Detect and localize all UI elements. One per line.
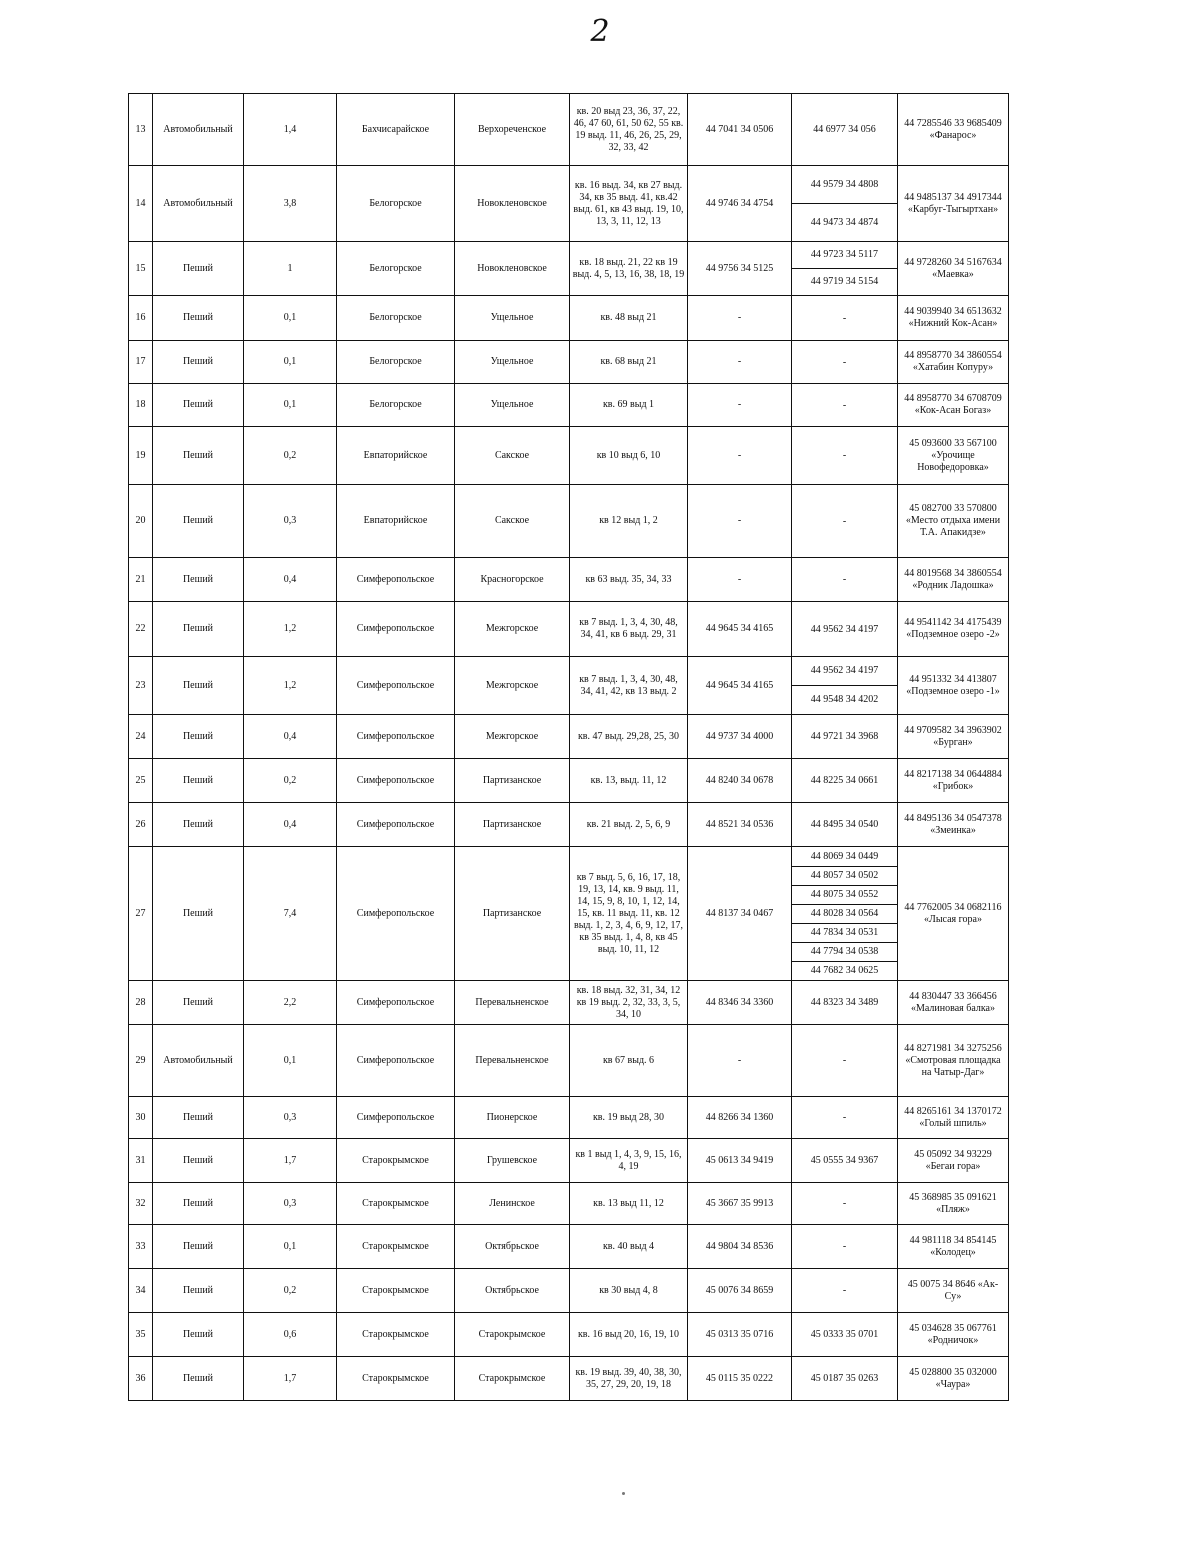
table-row — [129, 166, 1009, 242]
quarters-cell: кв. 18 выд. 21, 22 кв 19 выд. 4, 5, 13, 16, 38, 18, 19 — [570, 242, 688, 296]
table-row — [129, 1139, 1009, 1183]
quarters-cell: кв. 19 выд. 39, 40, 38, 30, 35, 27, 29, 20, 19, 18 — [570, 1357, 688, 1401]
row-number-cell: 15 — [129, 242, 153, 296]
row-number-cell: 24 — [129, 715, 153, 759]
table-row — [129, 558, 1009, 602]
route-type-cell: Пеший — [153, 341, 244, 384]
route-length-cell: 7,4 — [244, 847, 337, 981]
waypoint-coordinate: 44 8057 34 0502 — [792, 866, 897, 885]
route-length-cell: 0,3 — [244, 1183, 337, 1225]
district-cell: Партизанское — [455, 847, 570, 981]
quarters-cell: кв. 19 выд 28, 30 — [570, 1097, 688, 1139]
route-length-cell: 0,1 — [244, 341, 337, 384]
object-cell: 44 8495136 34 0547378 «Змеинка» — [898, 803, 1009, 847]
waypoint-coordinate: - — [842, 449, 847, 461]
table-row — [129, 657, 1009, 715]
row-number-cell: 31 — [129, 1139, 153, 1183]
row-number-cell: 14 — [129, 166, 153, 242]
row-number-cell: 28 — [129, 981, 153, 1025]
waypoint-coordinate: 44 9719 34 5154 — [792, 268, 897, 295]
route-type-cell: Пеший — [153, 981, 244, 1025]
waypoint-coordinate: - — [842, 1240, 847, 1252]
object-cell: 44 9541142 34 4175439 «Подземное озеро -2» — [898, 602, 1009, 657]
route-type-cell: Пеший — [153, 602, 244, 657]
forestry-cell: Белогорское — [337, 341, 455, 384]
start-point-cell: 44 8137 34 0467 — [688, 847, 792, 981]
waypoints-cell — [792, 242, 898, 296]
table-row — [129, 485, 1009, 558]
route-type-cell: Автомобильный — [153, 94, 244, 166]
waypoint-coordinate: 44 8225 34 0661 — [810, 774, 879, 786]
waypoints-cell — [792, 384, 898, 427]
route-length-cell: 0,3 — [244, 485, 337, 558]
route-type-cell: Пеший — [153, 485, 244, 558]
route-type-cell: Пеший — [153, 1139, 244, 1183]
start-point-cell: - — [688, 384, 792, 427]
route-type-cell: Пеший — [153, 715, 244, 759]
object-cell: 44 8271981 34 3275256 «Смотровая площадка на Чатыр-Даг» — [898, 1025, 1009, 1097]
quarters-cell: кв 1 выд 1, 4, 3, 9, 15, 16, 4, 19 — [570, 1139, 688, 1183]
district-cell: Ущельное — [455, 384, 570, 427]
district-cell: Сакское — [455, 485, 570, 558]
table-row — [129, 803, 1009, 847]
row-number-cell: 13 — [129, 94, 153, 166]
table-row — [129, 1025, 1009, 1097]
start-point-cell: 44 8521 34 0536 — [688, 803, 792, 847]
route-type-cell: Автомобильный — [153, 166, 244, 242]
route-type-cell: Пеший — [153, 1097, 244, 1139]
waypoints-cell — [792, 485, 898, 558]
waypoints-cell — [792, 602, 898, 657]
waypoint-coordinate: 45 0555 34 9367 — [810, 1154, 879, 1166]
forestry-cell: Симферопольское — [337, 602, 455, 657]
route-length-cell: 1,4 — [244, 94, 337, 166]
waypoint-coordinate: 44 7682 34 0625 — [792, 961, 897, 980]
waypoints-cell — [792, 1097, 898, 1139]
row-number-cell: 26 — [129, 803, 153, 847]
object-cell: 44 830447 33 366456 «Малиновая балка» — [898, 981, 1009, 1025]
forestry-cell: Симферопольское — [337, 803, 455, 847]
route-type-cell: Пеший — [153, 657, 244, 715]
waypoint-coordinate: - — [842, 1111, 847, 1123]
object-cell: 44 8019568 34 3860554 «Родник Ладошка» — [898, 558, 1009, 602]
object-cell: 45 028800 35 032000 «Чаура» — [898, 1357, 1009, 1401]
row-number-cell: 30 — [129, 1097, 153, 1139]
route-type-cell: Пеший — [153, 803, 244, 847]
quarters-cell: кв 30 выд 4, 8 — [570, 1269, 688, 1313]
object-cell: 44 8958770 34 3860554 «Хатабин Копуру» — [898, 341, 1009, 384]
waypoints-cell — [792, 759, 898, 803]
table-row — [129, 1357, 1009, 1401]
forestry-cell: Старокрымское — [337, 1183, 455, 1225]
forestry-cell: Старокрымское — [337, 1357, 455, 1401]
object-cell: 45 0075 34 8646 «Ак-Су» — [898, 1269, 1009, 1313]
district-cell: Межгорское — [455, 715, 570, 759]
waypoint-coordinate: 44 8028 34 0564 — [792, 904, 897, 923]
routes-table — [128, 93, 1009, 1401]
table-row — [129, 759, 1009, 803]
object-cell: 44 7762005 34 0682116 «Лысая гора» — [898, 847, 1009, 981]
route-type-cell: Пеший — [153, 558, 244, 602]
waypoint-coordinate: - — [842, 312, 847, 324]
waypoint-coordinate: 44 9562 34 4197 — [810, 665, 879, 676]
start-point-cell: - — [688, 1025, 792, 1097]
waypoints-cell — [792, 1183, 898, 1225]
forestry-cell: Симферопольское — [337, 1025, 455, 1097]
district-cell: Старокрымское — [455, 1357, 570, 1401]
forestry-cell: Старокрымское — [337, 1225, 455, 1269]
route-length-cell: 0,2 — [244, 759, 337, 803]
forestry-cell: Симферопольское — [337, 847, 455, 981]
row-number-cell: 16 — [129, 296, 153, 341]
start-point-cell: 45 0313 35 0716 — [688, 1313, 792, 1357]
district-cell: Красногорское — [455, 558, 570, 602]
forestry-cell: Симферопольское — [337, 759, 455, 803]
district-cell: Ущельное — [455, 296, 570, 341]
start-point-cell: 44 9645 34 4165 — [688, 602, 792, 657]
quarters-cell: кв. 13 выд 11, 12 — [570, 1183, 688, 1225]
district-cell: Пионерское — [455, 1097, 570, 1139]
object-cell: 44 9485137 34 4917344 «Карбуг-Тыгыртхан» — [898, 166, 1009, 242]
route-length-cell: 0,6 — [244, 1313, 337, 1357]
district-cell: Октябрьское — [455, 1225, 570, 1269]
waypoint-coordinate: 44 9721 34 3968 — [810, 730, 879, 742]
district-cell: Новокленовское — [455, 242, 570, 296]
waypoints-cell — [792, 166, 898, 242]
route-type-cell: Пеший — [153, 1183, 244, 1225]
row-number-cell: 27 — [129, 847, 153, 981]
waypoints-cell — [792, 715, 898, 759]
waypoint-coordinate: 44 9562 34 4197 — [810, 623, 879, 635]
start-point-cell: - — [688, 427, 792, 485]
route-type-cell: Пеший — [153, 847, 244, 981]
district-cell: Грушевское — [455, 1139, 570, 1183]
object-cell: 45 05092 34 93229 «Бегаи гора» — [898, 1139, 1009, 1183]
table-row — [129, 384, 1009, 427]
start-point-cell: - — [688, 296, 792, 341]
waypoints-cell — [792, 803, 898, 847]
district-cell: Ленинское — [455, 1183, 570, 1225]
waypoint-coordinate: - — [842, 573, 847, 585]
row-number-cell: 21 — [129, 558, 153, 602]
route-length-cell: 3,8 — [244, 166, 337, 242]
waypoint-coordinate: 44 9579 34 4808 — [810, 179, 879, 190]
quarters-cell: кв 7 выд. 5, 6, 16, 17, 18, 19, 13, 14, кв. 9 выд. 11, 14, 15, 9, 8, 10, 1, 12, 14, 15, кв. 11 выд. 11, кв. 12 выд. 1, 2, 3, 4, 6, 9, 12, 17, кв 35 выд. 1, 4, 8, кв 45 выд. 10, 11, 12 — [570, 847, 688, 981]
district-cell: Партизанское — [455, 759, 570, 803]
waypoint-coordinate: 44 7794 34 0538 — [792, 942, 897, 961]
row-number-cell: 22 — [129, 602, 153, 657]
forestry-cell: Белогорское — [337, 296, 455, 341]
start-point-cell: 45 0613 34 9419 — [688, 1139, 792, 1183]
route-type-cell: Пеший — [153, 1225, 244, 1269]
row-number-cell: 35 — [129, 1313, 153, 1357]
row-number-cell: 36 — [129, 1357, 153, 1401]
object-cell: 44 8265161 34 1370172 «Голый шпиль» — [898, 1097, 1009, 1139]
object-cell: 44 8958770 34 6708709 «Кок-Асан Богаз» — [898, 384, 1009, 427]
page-number: 2 — [590, 14, 610, 49]
waypoint-coordinate: 44 6977 34 056 — [813, 123, 876, 135]
start-point-cell: - — [688, 485, 792, 558]
table-row — [129, 94, 1009, 166]
object-cell: 45 034628 35 067761 «Родничок» — [898, 1313, 1009, 1357]
quarters-cell: кв. 16 выд 20, 16, 19, 10 — [570, 1313, 688, 1357]
forestry-cell: Симферопольское — [337, 1097, 455, 1139]
start-point-cell: 44 9804 34 8536 — [688, 1225, 792, 1269]
row-number-cell: 29 — [129, 1025, 153, 1097]
start-point-cell: 44 8240 34 0678 — [688, 759, 792, 803]
object-cell: 44 9039940 34 6513632 «Нижний Кок-Асан» — [898, 296, 1009, 341]
waypoints-cell — [792, 657, 898, 715]
start-point-cell: 44 7041 34 0506 — [688, 94, 792, 166]
waypoints-cell — [792, 341, 898, 384]
start-point-cell: 45 0115 35 0222 — [688, 1357, 792, 1401]
table-row — [129, 1269, 1009, 1313]
route-type-cell: Пеший — [153, 242, 244, 296]
row-number-cell: 19 — [129, 427, 153, 485]
waypoints-cell — [792, 1313, 898, 1357]
object-cell: 45 368985 35 091621 «Пляж» — [898, 1183, 1009, 1225]
row-number-cell: 32 — [129, 1183, 153, 1225]
object-cell: 44 9709582 34 3963902 «Бурган» — [898, 715, 1009, 759]
waypoints-cell — [792, 558, 898, 602]
start-point-cell: 45 0076 34 8659 — [688, 1269, 792, 1313]
district-cell: Новокленовское — [455, 166, 570, 242]
table-row — [129, 715, 1009, 759]
district-cell: Верхореченское — [455, 94, 570, 166]
object-cell: 44 8217138 34 0644884 «Грибок» — [898, 759, 1009, 803]
row-number-cell: 25 — [129, 759, 153, 803]
route-type-cell: Пеший — [153, 1357, 244, 1401]
waypoint-coordinate: - — [842, 1284, 847, 1296]
route-length-cell: 1,2 — [244, 602, 337, 657]
waypoints-cell — [792, 1139, 898, 1183]
quarters-cell: кв 63 выд. 35, 34, 33 — [570, 558, 688, 602]
waypoint-coordinate: 44 8069 34 0449 — [810, 850, 879, 862]
quarters-cell: кв 12 выд 1, 2 — [570, 485, 688, 558]
start-point-cell: 44 8346 34 3360 — [688, 981, 792, 1025]
table-row — [129, 1225, 1009, 1269]
row-number-cell: 20 — [129, 485, 153, 558]
quarters-cell: кв. 69 выд 1 — [570, 384, 688, 427]
route-type-cell: Пеший — [153, 1313, 244, 1357]
table-row — [129, 427, 1009, 485]
route-length-cell: 0,2 — [244, 1269, 337, 1313]
route-type-cell: Пеший — [153, 759, 244, 803]
route-length-cell: 1,2 — [244, 657, 337, 715]
waypoints-cell — [792, 1269, 898, 1313]
waypoint-coordinate: 44 9548 34 4202 — [792, 685, 897, 714]
route-length-cell: 0,3 — [244, 1097, 337, 1139]
forestry-cell: Евпаторийское — [337, 485, 455, 558]
table-row — [129, 847, 1009, 981]
object-cell: 45 093600 33 567100 «Урочище Новофедоровка» — [898, 427, 1009, 485]
forestry-cell: Старокрымское — [337, 1139, 455, 1183]
quarters-cell: кв. 40 выд 4 — [570, 1225, 688, 1269]
route-length-cell: 0,4 — [244, 803, 337, 847]
forestry-cell: Симферопольское — [337, 981, 455, 1025]
object-cell: 44 9728260 34 5167634 «Маевка» — [898, 242, 1009, 296]
quarters-cell: кв. 68 выд 21 — [570, 341, 688, 384]
waypoint-coordinate: - — [842, 1054, 847, 1066]
table-row — [129, 1183, 1009, 1225]
route-length-cell: 1 — [244, 242, 337, 296]
table-row — [129, 602, 1009, 657]
route-type-cell: Пеший — [153, 427, 244, 485]
quarters-cell: кв. 21 выд. 2, 5, 6, 9 — [570, 803, 688, 847]
waypoint-coordinate: - — [842, 399, 847, 411]
waypoints-cell — [792, 981, 898, 1025]
route-length-cell: 0,4 — [244, 715, 337, 759]
district-cell: Перевальненское — [455, 1025, 570, 1097]
route-length-cell: 1,7 — [244, 1357, 337, 1401]
table-row — [129, 1097, 1009, 1139]
start-point-cell: 44 8266 34 1360 — [688, 1097, 792, 1139]
route-length-cell: 0,4 — [244, 558, 337, 602]
forestry-cell: Евпаторийское — [337, 427, 455, 485]
forestry-cell: Белогорское — [337, 242, 455, 296]
start-point-cell: 44 9645 34 4165 — [688, 657, 792, 715]
quarters-cell: кв. 16 выд. 34, кв 27 выд. 34, кв 35 выд. 41, кв.42 выд. 61, кв 43 выд. 19, 10, 13, 3, 11, 12, 13 — [570, 166, 688, 242]
start-point-cell: - — [688, 341, 792, 384]
row-number-cell: 34 — [129, 1269, 153, 1313]
waypoint-coordinate: 44 8495 34 0540 — [810, 818, 879, 830]
district-cell: Межгорское — [455, 602, 570, 657]
forestry-cell: Старокрымское — [337, 1269, 455, 1313]
forestry-cell: Старокрымское — [337, 1313, 455, 1357]
route-length-cell: 0,2 — [244, 427, 337, 485]
quarters-cell: кв. 48 выд 21 — [570, 296, 688, 341]
waypoint-coordinate: 45 0333 35 0701 — [810, 1328, 879, 1340]
quarters-cell: кв. 13, выд. 11, 12 — [570, 759, 688, 803]
row-number-cell: 33 — [129, 1225, 153, 1269]
district-cell: Ущельное — [455, 341, 570, 384]
waypoints-cell — [792, 847, 898, 981]
quarters-cell: кв 10 выд 6, 10 — [570, 427, 688, 485]
district-cell: Старокрымское — [455, 1313, 570, 1357]
district-cell: Октябрьское — [455, 1269, 570, 1313]
waypoint-coordinate: 45 0187 35 0263 — [810, 1372, 879, 1384]
district-cell: Перевальненское — [455, 981, 570, 1025]
table-row — [129, 296, 1009, 341]
waypoint-coordinate: - — [842, 515, 847, 527]
waypoints-cell — [792, 94, 898, 166]
route-type-cell: Пеший — [153, 296, 244, 341]
waypoint-coordinate: 44 7834 34 0531 — [792, 923, 897, 942]
quarters-cell: кв 7 выд. 1, 3, 4, 30, 48, 34, 41, кв 6 выд. 29, 31 — [570, 602, 688, 657]
row-number-cell: 18 — [129, 384, 153, 427]
waypoint-coordinate: 44 8075 34 0552 — [792, 885, 897, 904]
district-cell: Сакское — [455, 427, 570, 485]
quarters-cell: кв. 18 выд. 32, 31, 34, 12 кв 19 выд. 2, 32, 33, 3, 5, 34, 10 — [570, 981, 688, 1025]
object-cell: 44 951332 34 413807 «Подземное озеро -1» — [898, 657, 1009, 715]
row-number-cell: 17 — [129, 341, 153, 384]
waypoint-coordinate: 44 8323 34 3489 — [810, 996, 879, 1008]
district-cell: Партизанское — [455, 803, 570, 847]
object-cell: 44 7285546 33 9685409 «Фанарос» — [898, 94, 1009, 166]
quarters-cell: кв 67 выд. 6 — [570, 1025, 688, 1097]
forestry-cell: Белогорское — [337, 384, 455, 427]
waypoints-cell — [792, 1357, 898, 1401]
waypoints-cell — [792, 1025, 898, 1097]
quarters-cell: кв. 47 выд. 29,28, 25, 30 — [570, 715, 688, 759]
start-point-cell: - — [688, 558, 792, 602]
route-length-cell: 0,1 — [244, 1225, 337, 1269]
forestry-cell: Симферопольское — [337, 715, 455, 759]
waypoint-coordinate: - — [842, 1197, 847, 1209]
table-row — [129, 341, 1009, 384]
start-point-cell: 44 9746 34 4754 — [688, 166, 792, 242]
start-point-cell: 44 9737 34 4000 — [688, 715, 792, 759]
route-length-cell: 1,7 — [244, 1139, 337, 1183]
quarters-cell: кв 7 выд. 1, 3, 4, 30, 48, 34, 41, 42, кв 13 выд. 2 — [570, 657, 688, 715]
object-cell: 44 981118 34 854145 «Колодец» — [898, 1225, 1009, 1269]
route-type-cell: Пеший — [153, 384, 244, 427]
route-length-cell: 2,2 — [244, 981, 337, 1025]
quarters-cell: кв. 20 выд 23, 36, 37, 22, 46, 47 60, 61, 50 62, 55 кв. 19 выд. 11, 46, 26, 25, 29, 32, 33, 42 — [570, 94, 688, 166]
waypoints-cell — [792, 427, 898, 485]
start-point-cell: 45 3667 35 9913 — [688, 1183, 792, 1225]
forestry-cell: Бахчисарайское — [337, 94, 455, 166]
waypoint-coordinate: - — [842, 356, 847, 368]
forestry-cell: Симферопольское — [337, 657, 455, 715]
waypoint-coordinate: 44 9473 34 4874 — [792, 203, 897, 241]
route-length-cell: 0,1 — [244, 1025, 337, 1097]
route-length-cell: 0,1 — [244, 296, 337, 341]
route-type-cell: Пеший — [153, 1269, 244, 1313]
district-cell: Межгорское — [455, 657, 570, 715]
scan-speck — [622, 1492, 625, 1495]
route-type-cell: Автомобильный — [153, 1025, 244, 1097]
row-number-cell: 23 — [129, 657, 153, 715]
table-row — [129, 981, 1009, 1025]
route-length-cell: 0,1 — [244, 384, 337, 427]
object-cell: 45 082700 33 570800 «Место отдыха имени Т.А. Апакидзе» — [898, 485, 1009, 558]
waypoint-coordinate: 44 9723 34 5117 — [810, 249, 879, 260]
waypoints-cell — [792, 296, 898, 341]
forestry-cell: Симферопольское — [337, 558, 455, 602]
start-point-cell: 44 9756 34 5125 — [688, 242, 792, 296]
forestry-cell: Белогорское — [337, 166, 455, 242]
table-row — [129, 242, 1009, 296]
waypoints-cell — [792, 1225, 898, 1269]
table-row — [129, 1313, 1009, 1357]
